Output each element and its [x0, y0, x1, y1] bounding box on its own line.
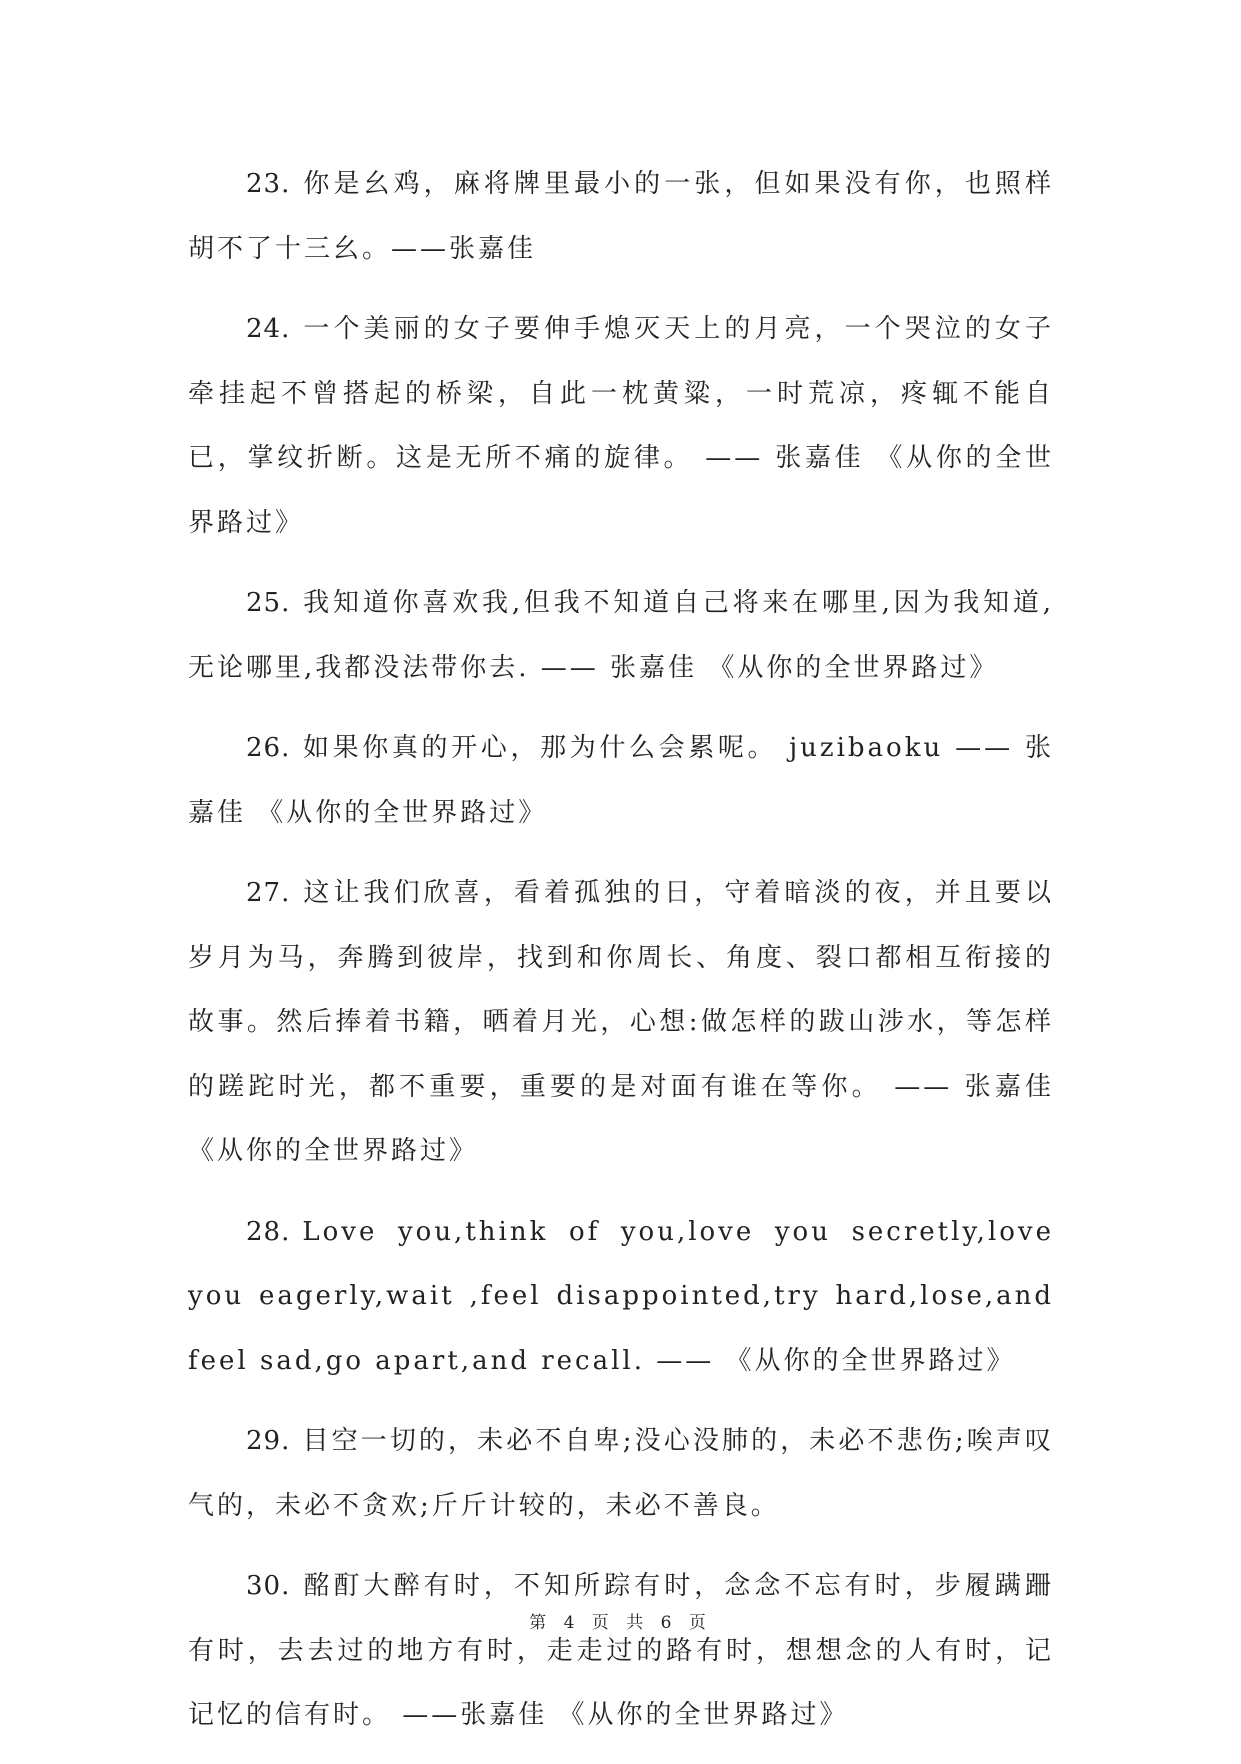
item-number: 27. — [246, 878, 291, 908]
item-text: Love you,think of you,love you secretly,love you eagerly,wait ,feel disappointed,try hard,lose,and feel sad,go apart,and recall. —— 《从你的全世界路过》 — [188, 1216, 1054, 1376]
list-item — [188, 152, 1054, 281]
document-body — [188, 152, 1054, 1764]
item-number: 25. — [246, 588, 291, 618]
item-text: 酩酊大醉有时，不知所踪有时，念念不忘有时，步履蹒跚有时，去去过的地方有时，走走过的路有时，想想念的人有时，记记忆的信有时。 ——张嘉佳 《从你的全世界路过》 — [188, 1571, 1054, 1730]
item-number: 29. — [246, 1426, 291, 1456]
item-text: 一个美丽的女子要伸手熄灭天上的月亮，一个哭泣的女子牵挂起不曾搭起的桥梁，自此一枕黄粱，一时荒凉，疼辄不能自已，掌纹折断。这是无所不痛的旋律。 —— 张嘉佳 《从你的全世界路过》 — [188, 314, 1054, 538]
list-item — [188, 1554, 1054, 1748]
list-item — [188, 1409, 1054, 1538]
item-number: 30. — [246, 1571, 291, 1601]
list-item — [188, 861, 1054, 1184]
list-item — [188, 716, 1054, 845]
item-number: 28. — [246, 1216, 291, 1247]
item-text: 我知道你喜欢我,但我不知道自己将来在哪里,因为我知道,无论哪里,我都没法带你去. —— 张嘉佳 《从你的全世界路过》 — [188, 588, 1054, 683]
item-text: 这让我们欣喜，看着孤独的日，守着暗淡的夜，并且要以岁月为马，奔腾到彼岸，找到和你周长、角度、裂口都相互衔接的故事。然后捧着书籍，晒着月光，心想:做怎样的跋山涉水，等怎样的蹉跎时光，都不重要，重要的是对面有谁在等你。 —— 张嘉佳 《从你的全世界路过》 — [188, 878, 1054, 1166]
list-item — [188, 1200, 1054, 1394]
item-number: 23. — [246, 169, 291, 199]
item-number: 24. — [246, 314, 291, 344]
item-number: 26. — [246, 733, 291, 763]
item-text: 目空一切的，未必不自卑;没心没肺的，未必不悲伤;唉声叹气的，未必不贪欢;斤斤计较的，未必不善良。 — [188, 1426, 1054, 1521]
item-text: 如果你真的开心，那为什么会累呢。 juzibaoku —— 张嘉佳 《从你的全世界路过》 — [188, 733, 1054, 828]
list-item — [188, 297, 1054, 555]
page-footer: 第 4 页 共 6 页 — [529, 1613, 712, 1633]
item-text: 你是幺鸡，麻将牌里最小的一张，但如果没有你，也照样胡不了十三幺。——张嘉佳 — [188, 169, 1054, 264]
list-item — [188, 571, 1054, 700]
